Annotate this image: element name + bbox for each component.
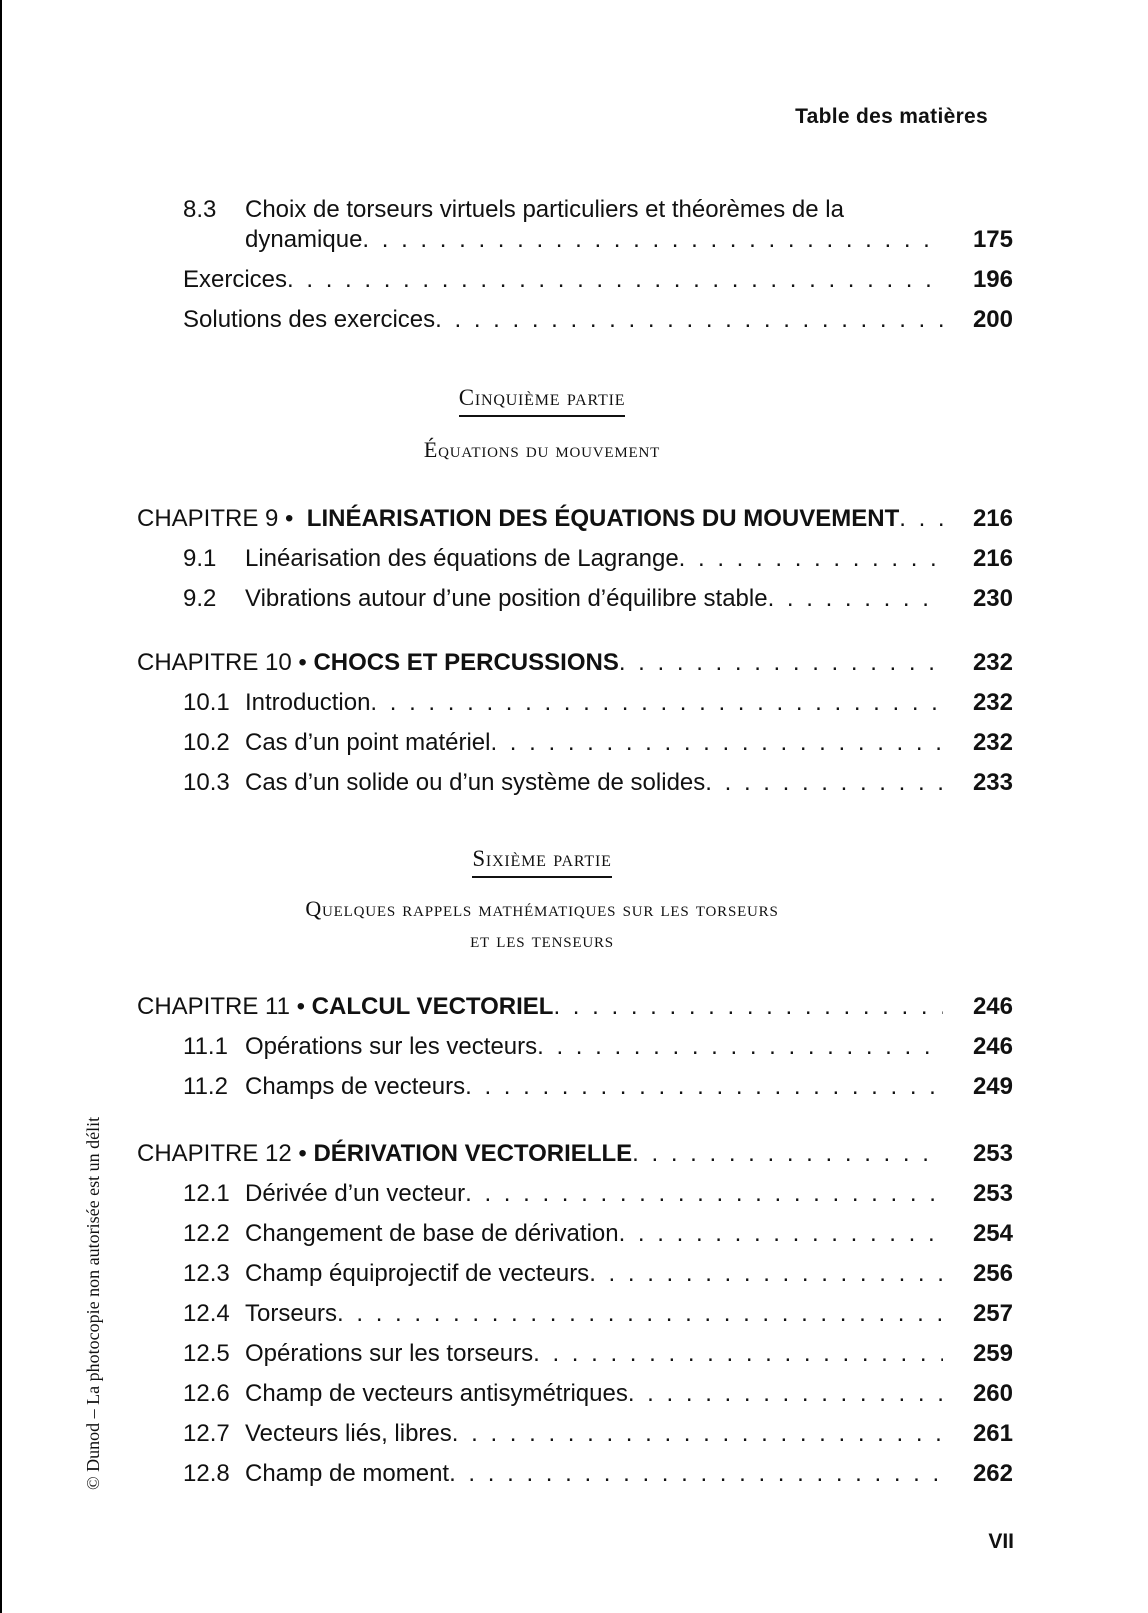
section-number: 12.3 (183, 1260, 230, 1287)
page-number: 253 (972, 1180, 1013, 1207)
running-header: Table des matières (795, 105, 988, 128)
leader-dots (337, 1300, 943, 1328)
toc-entry[interactable] (183, 689, 1013, 723)
toc-entry[interactable] (183, 1180, 1013, 1214)
leader-dots (632, 1140, 943, 1168)
section-number: 9.2 (183, 585, 217, 612)
leader-dots (768, 585, 943, 613)
leader-dots (628, 1380, 943, 1408)
section-title: Vibrations autour d’une position d’équilibre stable (245, 585, 768, 612)
section-number: 12.1 (183, 1180, 230, 1207)
page-number: 216 (972, 545, 1013, 572)
leader-dots (465, 1180, 943, 1208)
leader-dots (553, 993, 943, 1021)
toc-entry[interactable] (183, 1073, 1013, 1107)
toc-entry[interactable] (183, 1460, 1013, 1494)
leader-dots (287, 266, 943, 294)
leader-dots (679, 545, 943, 573)
toc-entry[interactable] (183, 585, 1013, 619)
section-title: Opérations sur les vecteurs (245, 1033, 538, 1060)
section-number: 10.2 (183, 729, 230, 756)
toc-entry[interactable] (183, 545, 1013, 579)
toc-entry[interactable] (183, 1420, 1013, 1454)
section-number: 12.5 (183, 1340, 230, 1367)
leader-dots (619, 649, 943, 677)
chapter-title: DÉRIVATION VECTORIELLE (313, 1140, 633, 1167)
page-number: 261 (972, 1420, 1013, 1447)
page-number: 253 (972, 1140, 1013, 1167)
section-number: 11.1 (183, 1033, 228, 1060)
section-number: 12.2 (183, 1220, 230, 1247)
page-number: 254 (972, 1220, 1013, 1247)
toc-entry[interactable] (183, 306, 1013, 340)
section-title: Champ équiprojectif de vecteurs (245, 1260, 590, 1287)
chapter-prefix: CHAPITRE 11 • (137, 993, 305, 1020)
part-label-text: Sixième partie (472, 846, 611, 878)
page-number: 233 (972, 769, 1013, 796)
leader-dots (465, 1073, 943, 1101)
section-title: Cas d’un solide ou d’un système de solides (245, 769, 706, 796)
part-title-line: et les tenseurs (470, 927, 614, 952)
entry-title: Solutions des exercices (183, 306, 436, 333)
leader-dots (533, 1340, 943, 1368)
leader-dots (452, 1420, 943, 1448)
leader-dots (362, 226, 943, 254)
toc-entry[interactable] (183, 1340, 1013, 1374)
section-title: Opérations sur les torseurs (245, 1340, 534, 1367)
leader-dots (435, 306, 943, 334)
page-number: 259 (972, 1340, 1013, 1367)
section-title: Champs de vecteurs (245, 1073, 466, 1100)
chapter-prefix: CHAPITRE 12 • (137, 1140, 307, 1167)
section-title: Cas d’un point matériel (245, 729, 491, 756)
part-label-text: Cinquième partie (459, 385, 626, 417)
toc-entry[interactable] (183, 196, 1013, 230)
toc-entry-continuation[interactable] (245, 226, 1013, 260)
part-title: Équations du mouvement (423, 437, 661, 462)
entry-title: Exercices (183, 266, 288, 293)
section-title: Dérivée d’un vecteur (245, 1180, 466, 1207)
toc-entry[interactable] (183, 1380, 1013, 1414)
section-title: Introduction (245, 689, 371, 716)
section-number: 11.2 (183, 1073, 228, 1100)
chapter-title: CALCUL VECTORIEL (311, 993, 554, 1020)
part-title (0, 893, 1084, 955)
section-number: 10.3 (183, 769, 230, 796)
section-title: Champ de moment (245, 1460, 450, 1487)
chapter-prefix: CHAPITRE 9 • (137, 505, 294, 532)
section-number: 12.6 (183, 1380, 230, 1407)
toc-entry[interactable] (183, 1300, 1013, 1334)
part-label (0, 846, 1084, 878)
page-number: 232 (972, 689, 1013, 716)
chapter-entry[interactable] (137, 993, 1013, 1027)
copyright-notice: © Dunod – La photocopie non autorisée est un délit (83, 1116, 103, 1490)
page-number: 262 (972, 1460, 1013, 1487)
section-title: dynamique (245, 226, 363, 253)
leader-dots (537, 1033, 943, 1061)
section-number: 12.7 (183, 1420, 230, 1447)
section-number: 8.3 (183, 196, 217, 223)
page-number: 230 (972, 585, 1013, 612)
toc-entry[interactable] (183, 1033, 1013, 1067)
leader-dots (370, 689, 943, 717)
toc-entry[interactable] (183, 1220, 1013, 1254)
section-number: 9.1 (183, 545, 217, 572)
chapter-title: LINÉARISATION DES ÉQUATIONS DU MOUVEMENT (306, 505, 900, 532)
page-number: 246 (972, 1033, 1013, 1060)
section-title: Choix de torseurs virtuels particuliers et théorèmes de la (245, 196, 844, 223)
page-number: 256 (972, 1260, 1013, 1287)
toc-entry[interactable] (183, 769, 1013, 803)
toc-entry[interactable] (183, 1260, 1013, 1294)
leader-dots (705, 769, 943, 797)
page-number: 200 (972, 306, 1013, 333)
leader-dots (619, 1220, 943, 1248)
page-number: 175 (972, 226, 1013, 253)
chapter-prefix: CHAPITRE 10 • (137, 649, 307, 676)
section-title: Vecteurs liés, libres (245, 1420, 452, 1447)
part-title-line: Quelques rappels mathématiques sur les torseurs (305, 896, 779, 921)
page-number: 232 (972, 649, 1013, 676)
page-number: 196 (972, 266, 1013, 293)
page-number: 216 (972, 505, 1013, 532)
leader-dots (490, 729, 943, 757)
section-title: Torseurs (245, 1300, 338, 1327)
page-number: 246 (972, 993, 1013, 1020)
page-number: 249 (972, 1073, 1013, 1100)
leader-dots (899, 505, 943, 533)
chapter-entry[interactable] (137, 649, 1013, 683)
page-number: 232 (972, 729, 1013, 756)
page-number: 257 (972, 1300, 1013, 1327)
toc-entry[interactable] (183, 729, 1013, 763)
chapter-entry[interactable] (137, 1140, 1013, 1174)
leader-dots (589, 1260, 943, 1288)
toc-entry[interactable] (183, 266, 1013, 300)
section-number: 12.8 (183, 1460, 230, 1487)
chapter-title: CHOCS ET PERCUSSIONS (313, 649, 619, 676)
section-number: 10.1 (183, 689, 230, 716)
section-number: 12.4 (183, 1300, 230, 1327)
page-number: 260 (972, 1380, 1013, 1407)
section-title: Linéarisation des équations de Lagrange (245, 545, 679, 572)
section-title: Changement de base de dérivation (245, 1220, 619, 1247)
leader-dots (449, 1460, 943, 1488)
chapter-entry[interactable] (137, 505, 1013, 539)
section-title: Champ de vecteurs antisymétriques (245, 1380, 628, 1407)
part-label (0, 385, 1084, 417)
page-folio: VII (988, 1530, 1014, 1553)
page-left-edge (0, 0, 2, 1613)
